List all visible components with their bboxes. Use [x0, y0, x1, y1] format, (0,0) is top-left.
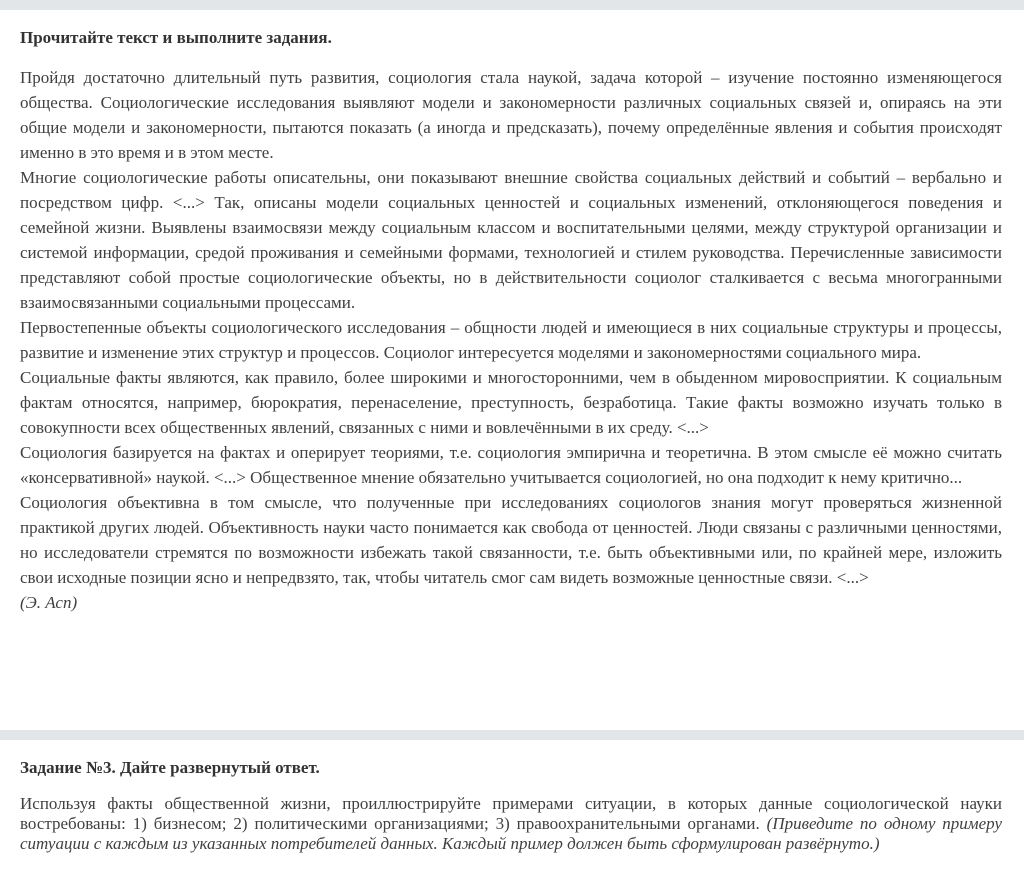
top-divider [0, 0, 1024, 10]
task-note: (Приведите по одному примеру ситуации с каждым из указанных потребителей данных. Каждый пример должен быть сформулирован развёрнуто.) [20, 814, 1003, 853]
reading-text [20, 65, 1002, 615]
source-attribution: (Э. Асп) [20, 593, 78, 612]
task-title: Задание №3. Дайте развернутый ответ. [20, 758, 320, 777]
paragraph-5: Социология базируется на фактах и оперирует теориями, т.е. социология эмпирична и теоретична. В этом смысле её можно считать «консервативной» наукой. <...> Общественное мнение обязательно учитывается социологией, но она подходит к нему критично... [20, 443, 1002, 487]
paragraph-3: Первостепенные объекты социологического исследования – общности людей и имеющиеся в них социальные структуры и процессы, развитие и изменение этих структур и процессов. Социолог интересуется моделями и закономерностями социального мира. [20, 318, 1002, 362]
section-divider [0, 730, 1024, 740]
paragraph-4: Социальные факты являются, как правило, более широкими и многосторонними, чем в обыденном мировосприятии. К социальным фактам относятся, например, бюрократия, перенаселение, преступность, безработица. Такие факты возможно изучать только в совокупности всех общественных явлений, связанных с ними и вовлечёнными в их среду. <...> [20, 368, 1002, 437]
paragraph-2: Многие социологические работы описательны, они показывают внешние свойства социальных действий и событий – вербально и посредством цифр. <...> Так, описаны модели социальных ценностей и социальных изменений, отклоняющегося поведения и семейной жизни. Выявлены взаимосвязи между социальным классом и воспитательными целями, между структурой организации и системой информации, средой проживания и семейными формами, технологией и стилем руководства. Перечисленные зависимости представляют собой простые социологические объекты, но в действительности социолог сталкивается с весьма многогранными взаимосвязанными социальными процессами. [20, 168, 1002, 312]
reading-title: Прочитайте текст и выполните задания. [20, 28, 332, 47]
task-instruction: Используя факты общественной жизни, проиллюстрируйте примерами ситуации, в которых данные социологической науки востребованы: 1) бизнесом; 2) политическими организациями; 3) правоохранительными органами. [20, 794, 1002, 833]
task-text [20, 794, 1002, 854]
paragraph-6: Социология объективна в том смысле, что полученные при исследованиях социологов знания могут проверяться жизненной практикой других людей. Объективность науки часто понимается как свобода от ценностей. Люди связаны с различными ценностями, но исследователи стремятся по возможности избежать такой связанности, т.е. быть объективными или, по крайней мере, изложить свои исходные позиции ясно и непредвзято, так, чтобы читатель смог сам видеть возможные ценностные связи. <...> [20, 493, 1002, 587]
paragraph-1: Пройдя достаточно длительный путь развития, социология стала наукой, задача которой – изучение постоянно изменяющегося общества. Социологические исследования выявляют модели и закономерности различных социальных связей и, опираясь на эти общие модели и закономерности, пытаются показать (а иногда и предсказать), почему определённые явления и события происходят именно в это время и в этом месте. [20, 68, 1002, 162]
